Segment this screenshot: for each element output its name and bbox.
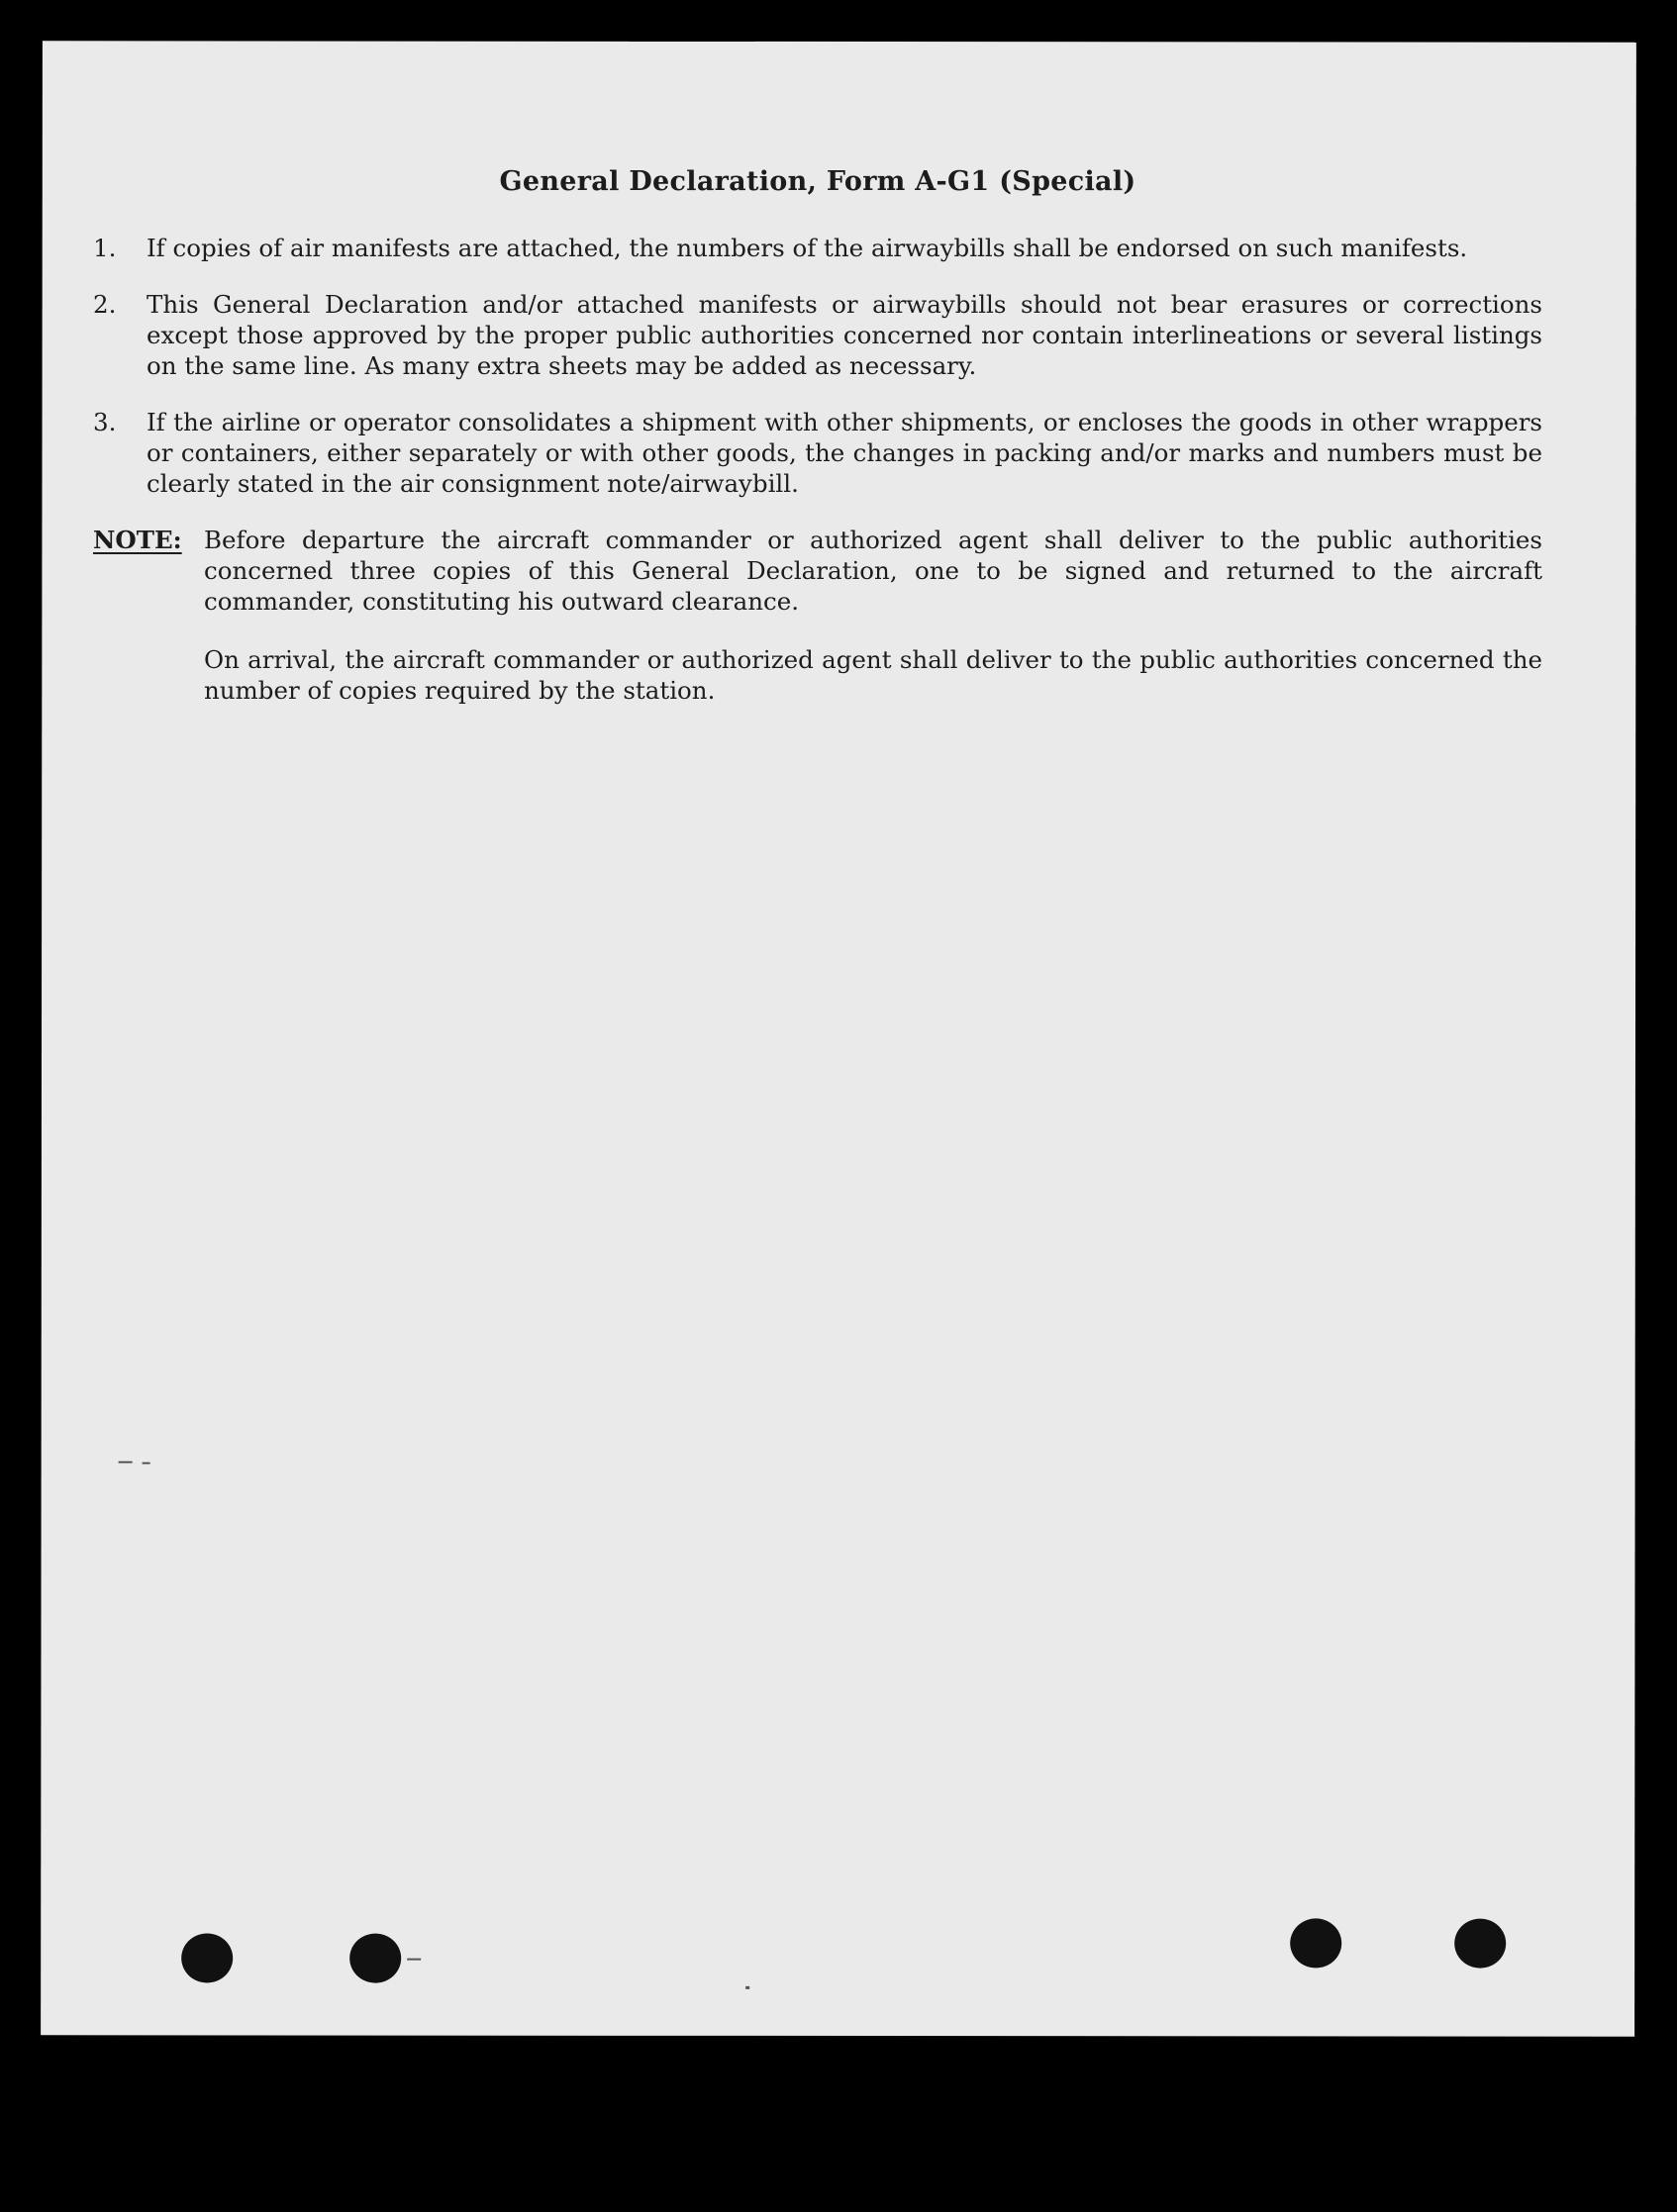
scan-speck — [143, 1462, 150, 1464]
scan-speck — [745, 1986, 749, 1989]
list-item — [93, 407, 1542, 499]
item-text: If copies of air manifests are attached, the numbers of the airwaybills shall be endorsed on such manifests. — [147, 234, 1468, 262]
punch-hole-2 — [349, 1934, 401, 1983]
scan-speck — [119, 1461, 133, 1463]
punch-hole-1 — [181, 1933, 233, 1982]
list-item — [93, 233, 1542, 263]
note-section — [93, 525, 1542, 733]
punch-hole-4 — [1454, 1919, 1506, 1969]
page-title: General Declaration, Form A-G1 (Special) — [499, 166, 1136, 197]
scan-speck — [407, 1959, 421, 1961]
note-label: NOTE: — [93, 526, 182, 554]
note-paragraph: On arrival, the aircraft commander or authorized agent shall deliver to the public authorities concerned the number of copies required by the station. — [204, 645, 1542, 705]
document-body — [93, 166, 1542, 759]
item-number: 1. — [93, 234, 117, 262]
item-number: 2. — [93, 290, 117, 319]
item-text: This General Declaration and/or attached manifests or airwaybills should not bear erasures or corrections except those approved by the proper public authorities concerned nor contain interlineations or several listings on the same line. As many extra sheets may be added as necessary. — [147, 290, 1542, 380]
list-item — [93, 289, 1542, 381]
note-paragraph: Before departure the aircraft commander or authorized agent shall deliver to the public authorities concerned three copies of this General Declaration, one to be signed and returned to the aircraft commander, constituting his outward clearance. — [204, 526, 1542, 616]
punch-hole-3 — [1290, 1918, 1341, 1968]
item-number: 3. — [93, 408, 117, 436]
item-text: If the airline or operator consolidates a shipment with other shipments, or encloses the goods in other wrappers or containers, either separately or with other goods, the changes in packing and/or marks and numbers must be clearly stated in the air consignment note/airwaybill. — [147, 408, 1542, 498]
note-body — [204, 525, 1542, 733]
